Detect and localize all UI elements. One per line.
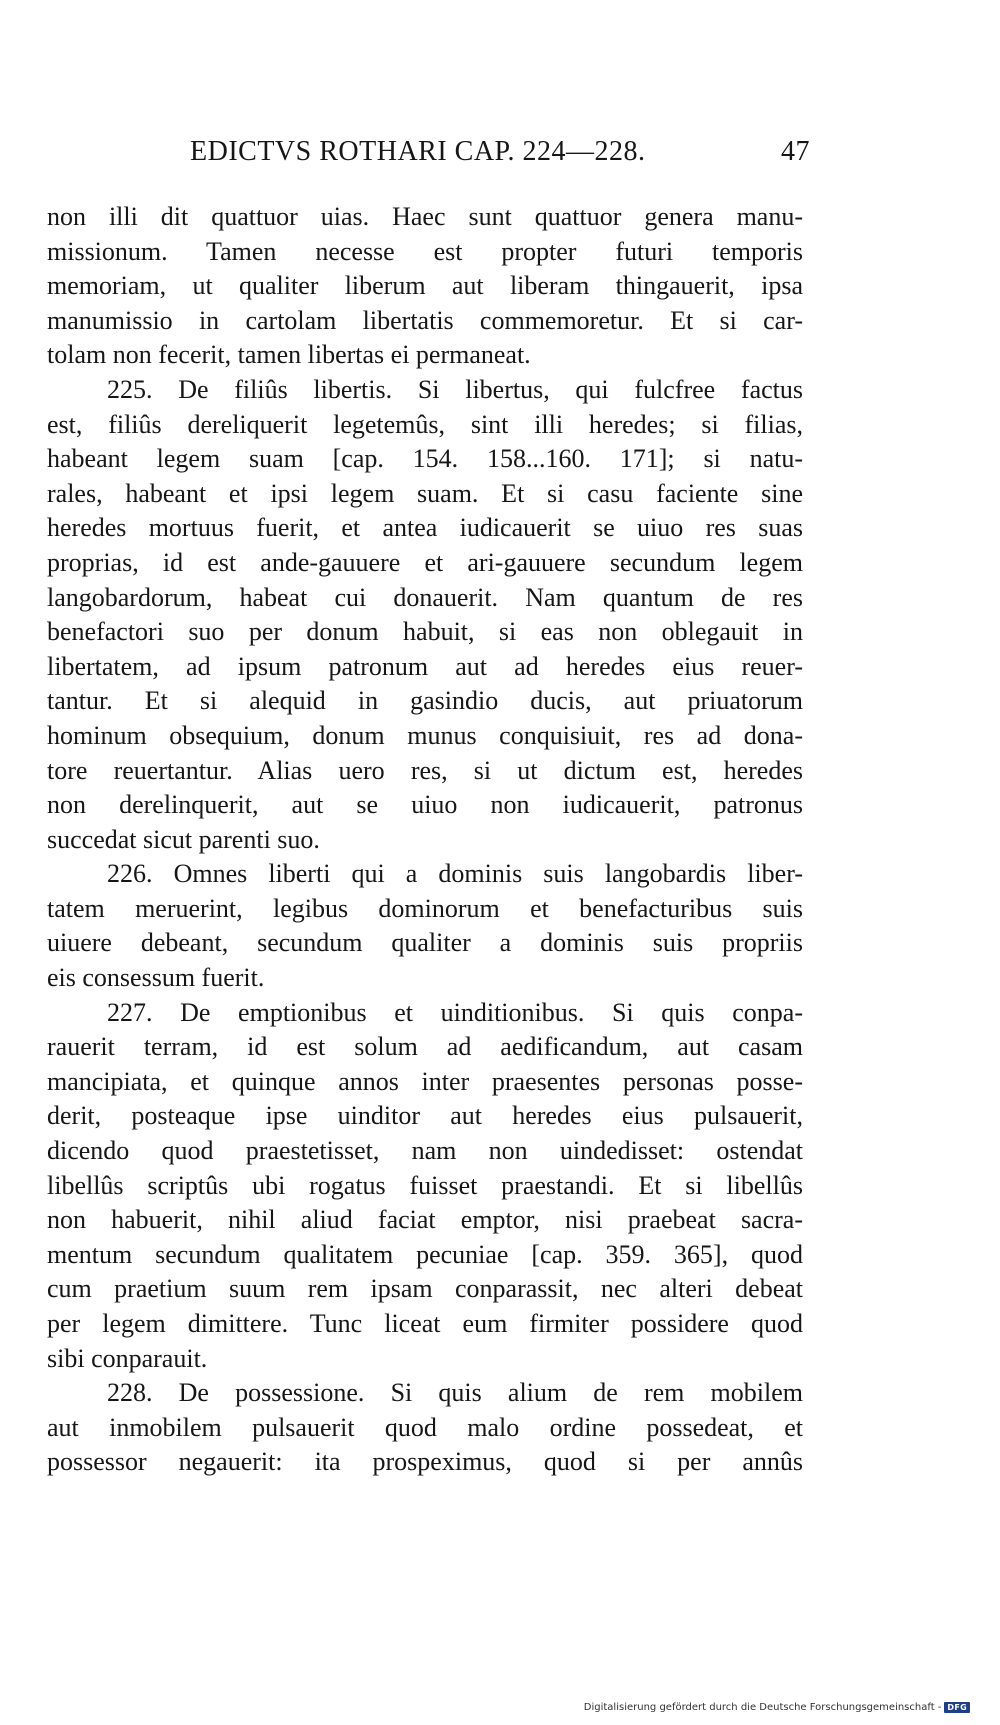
dfg-logo: DFG bbox=[944, 1702, 970, 1713]
text-line: missionum. Tamen necesse est propter futuri temporis bbox=[47, 236, 803, 266]
text-line: non illi dit quattuor uias. Haec sunt quattuor genera manu- bbox=[47, 202, 803, 231]
text-line: 226. Omnes liberti qui a dominis suis langobardis liber- bbox=[107, 859, 803, 889]
text-line: 227. De emptionibus et uinditionibus. Si quis conpa- bbox=[107, 997, 803, 1027]
text-line: tore reuertantur. Alias uero res, si ut dictum est, heredes bbox=[47, 755, 803, 785]
text-line: heredes mortuus fuerit, et antea iudicauerit se uiuo res suas bbox=[47, 513, 803, 543]
text-line: 225. De filiûs libertis. Si libertus, qui fulcfree factus bbox=[107, 374, 803, 404]
text-line: hominum obsequium, donum munus conquisiuit, res ad dona- bbox=[47, 720, 803, 750]
text-line: non habuerit, nihil aliud faciat emptor, nisi praebeat sacra- bbox=[47, 1205, 803, 1235]
text-line: benefactori suo per donum habuit, si eas non oblegauit in bbox=[47, 617, 803, 647]
text-line: uiuere debeant, secundum qualiter a dominis suis propriis bbox=[47, 928, 803, 958]
digitization-credit bbox=[584, 1702, 970, 1713]
text-line: est, filiûs dereliquerit legetemûs, sint illi heredes; si filias, bbox=[47, 409, 803, 439]
text-line: tolam non fecerit, tamen libertas ei permaneat. bbox=[47, 340, 531, 370]
running-head bbox=[190, 136, 810, 176]
text-line: habeant legem suam [cap. 154. 158...160. 171]; si natu- bbox=[47, 444, 803, 474]
text-line: mentum secundum qualitatem pecuniae [cap. 359. 365], quod bbox=[47, 1239, 803, 1269]
text-line: 228. De possessione. Si quis alium de rem mobilem bbox=[107, 1378, 803, 1408]
text-line: sibi conparauit. bbox=[47, 1343, 208, 1373]
text-line: non derelinquerit, aut se uiuo non iudicauerit, patronus bbox=[47, 790, 803, 820]
text-line: libellûs scriptûs ubi rogatus fuisset praestandi. Et si libellûs bbox=[47, 1170, 803, 1200]
text-line: dicendo quod praestetisset, nam non uindedisset: ostendat bbox=[47, 1136, 803, 1166]
text-line: eis consessum fuerit. bbox=[47, 963, 265, 993]
page-number: 47 bbox=[781, 136, 810, 167]
text-line: possessor negauerit: ita prospeximus, quod si per annûs bbox=[47, 1447, 803, 1477]
text-line: libertatem, ad ipsum patronum aut ad heredes eius reuer- bbox=[47, 651, 803, 681]
text-line: rales, habeant et ipsi legem suam. Et si casu faciente sine bbox=[47, 478, 803, 508]
text-line: per legem dimittere. Tunc liceat eum firmiter possidere quod bbox=[47, 1309, 803, 1338]
text-line: manumissio in cartolam libertatis commemoretur. Et si car- bbox=[47, 305, 803, 335]
text-line: langobardorum, habeat cui donauerit. Nam quantum de res bbox=[47, 582, 803, 612]
credit-text: Digitalisierung gefördert durch die Deutsche Forschungsgemeinschaft - bbox=[583, 1702, 942, 1713]
text-line: proprias, id est ande-gauuere et ari-gauuere secundum legem bbox=[47, 547, 803, 577]
text-line: aut inmobilem pulsauerit quod malo ordine possedeat, et bbox=[47, 1412, 803, 1442]
text-line: tantur. Et si alequid in gasindio ducis, aut priuatorum bbox=[47, 686, 803, 716]
text-line: derit, posteaque ipse uinditor aut heredes eius pulsauerit, bbox=[47, 1101, 803, 1131]
page-title: EDICTVS ROTHARI CAP. 224—228. bbox=[190, 136, 646, 167]
text-line: tatem meruerint, legibus dominorum et benefacturibus suis bbox=[47, 893, 803, 923]
text-line: succedat sicut parenti suo. bbox=[47, 824, 320, 854]
text-line: cum praetium suum rem ipsam conparassit, nec alteri debeat bbox=[47, 1274, 803, 1304]
text-line: memoriam, ut qualiter liberum aut liberam thingauerit, ipsa bbox=[47, 271, 803, 301]
text-line: rauerit terram, id est solum ad aedificandum, aut casam bbox=[47, 1032, 803, 1062]
text-line: mancipiata, et quinque annos inter praesentes personas posse- bbox=[47, 1066, 803, 1096]
body-text bbox=[47, 200, 803, 1480]
